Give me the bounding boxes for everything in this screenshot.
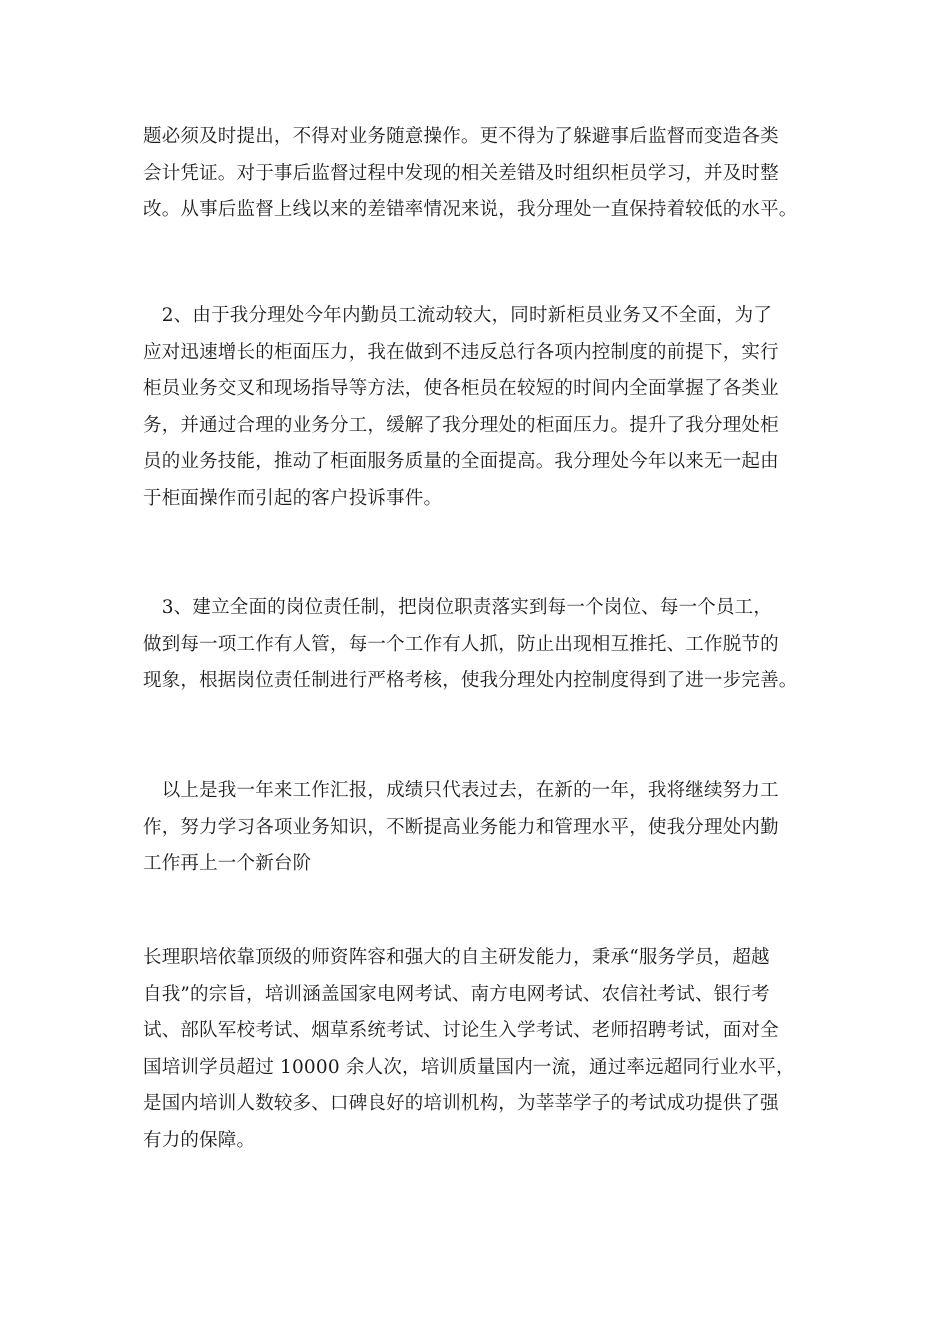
text-line: 现象，根据岗位责任制进行严格考核，使我分理处内控制度得到了进一步完善。 (143, 670, 798, 692)
text-line: 改。从事后监督上线以来的差错率情况来说，我分理处一直保持着较低的水平。 (143, 199, 798, 221)
text-line: 试、部队军校考试、烟草系统考试、讨论生入学考试、老师招聘考试，面对全 (143, 1020, 779, 1042)
text-line: 3、建立全面的岗位责任制，把岗位职责落实到每一个岗位、每一个员工， (143, 597, 773, 618)
text-line: 长理职培依靠顶级的师资阵容和强大的自主研发能力，秉承“服务学员，超越 (143, 947, 770, 968)
text-line: 国培训学员超过 10000 余人次，培训质量国内一流，通过率远超同行业水平， (143, 1056, 795, 1078)
text-line: 作，努力学习各项业务知识，不断提高业务能力和管理水平，使我分理处内勤 (143, 816, 779, 838)
text-line: 务，并通过合理的业务分工，缓解了我分理处的柜面压力。提升了我分理处柜 (143, 414, 779, 436)
paragraph-item-3 (143, 590, 813, 700)
text-line: 有力的保障。 (143, 1129, 256, 1151)
text-line: 2、由于我分理处今年内勤员工流动较大，同时新柜员业务又不全面，为了 (143, 305, 773, 326)
text-line: 员的业务技能，推动了柜面服务质量的全面提高。我分理处今年以来无一起由 (143, 451, 779, 473)
text-line: 会计凭证。对于事后监督过程中发现的相关差错及时组织柜员学习，并及时整 (143, 162, 779, 184)
text-line: 柜员业务交叉和现场指导等方法，使各柜员在较短的时间内全面掌握了各类业 (143, 378, 779, 400)
text-line: 以上是我一年来工作汇报，成绩只代表过去，在新的一年，我将继续努力工 (143, 780, 779, 801)
text-line: 题必须及时提出，不得对业务随意操作。更不得为了躲避事后监督而变造各类 (143, 126, 779, 147)
paragraph-item-2 (143, 298, 813, 518)
text-line: 做到每一项工作有人管，每一个工作有人抓，防止出现相互推托、工作脱节的 (143, 633, 779, 655)
text-line: 工作再上一个新台阶 (143, 853, 312, 875)
text-line: 应对迅速增长的柜面压力，我在做到不违反总行各项内控制度的前提下，实行 (143, 341, 779, 363)
text-line: 于柜面操作而引起的客户投诉事件。 (143, 487, 443, 509)
text-line: 是国内培训人数较多、口碑良好的培训机构，为莘莘学子的考试成功提供了强 (143, 1093, 779, 1115)
paragraph-supervision (143, 119, 813, 229)
text-line: 自我”的宗旨，培训涵盖国家电网考试、南方电网考试、农信社考试、银行考 (143, 983, 770, 1005)
paragraph-training-ad (143, 940, 813, 1160)
paragraph-conclusion (143, 773, 813, 883)
